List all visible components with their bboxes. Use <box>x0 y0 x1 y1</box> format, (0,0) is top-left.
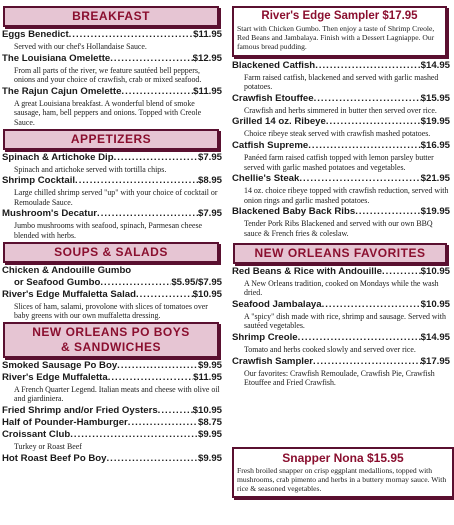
menu-item: Seafood Jambalaya ..... $10.95 <box>232 299 450 311</box>
menu-item: Smoked Sausage Po Boy ..... $9.95 <box>2 360 222 372</box>
item-description: A French Quarter Legend. Italian meats and cheese with olive oil and giardiniera. <box>14 384 220 404</box>
left-column <box>2 6 222 465</box>
item-description: Crawfish and herbs simmered in butter then served over rice. <box>244 105 437 115</box>
menu-item: Crawfish Etouffee ..... $15.95 <box>232 93 450 105</box>
menu-item: River's Edge Muffaletta ..... $11.95 <box>2 372 222 384</box>
menu-item: or Seafood Gumbo ..... $5.95/$7.95 <box>2 277 222 289</box>
item-description: Tender Pork Ribs Blackened and served with our own BBQ sauce & French fries & coleslaw. <box>244 219 433 238</box>
item-description: Served with our chef's Hollandaise Sauce. <box>14 42 147 51</box>
menu-item: Shrimp Cocktail ..... $8.95 <box>2 175 222 187</box>
breakfast-header: BREAKFAST <box>3 6 219 27</box>
item-description: A New Orleans tradition, cooked on Mondays while the wash dried. <box>244 278 439 298</box>
menu-item: The Rajun Cajun Omelette ..... $11.95 <box>2 86 222 98</box>
item-description: From all parts of the river, we feature sautéed bell peppers, onions and your choice of crawfish, crab or mixed seafood. <box>14 65 202 85</box>
item-description: Turkey or Roast Beef <box>14 441 82 451</box>
poboys-header-line1: NEW ORLEANS PO BOYS <box>32 324 190 339</box>
item-description: Farm raised catfish, blackened and served with garlic mashed potatoes. <box>244 72 439 92</box>
poboys-header-line2: & SANDWICHES <box>60 339 161 354</box>
right-column <box>232 6 450 389</box>
menu-item: River's Edge Muffaletta Salad ..... $10.95 <box>2 289 222 301</box>
soups-salads-header: SOUPS & SALADS <box>3 242 219 263</box>
favorites-header: NEW ORLEANS FAVORITES <box>233 243 447 264</box>
item-description: A "spicy" dish made with rice, shrimp and sausage. Served with sautéed vegetables. <box>244 311 446 331</box>
menu-item: Fried Shrimp and/or Fried Oysters ..... $10.95 <box>2 405 222 417</box>
menu-item: Spinach & Artichoke Dip ..... $7.95 <box>2 152 222 164</box>
item-description: Large chilled shrimp served "up" with your choice of cocktail or Remoulade Sauce. <box>14 188 218 207</box>
menu-item: Hot Roast Beef Po Boy ..... $9.95 <box>2 453 222 465</box>
menu-item: Eggs Benedict ..... $11.95 <box>2 29 222 41</box>
sampler-description: Start with Chicken Gumbo. Then enjoy a taste of Shrimp Creole, Red Beans and Jambalaya. Finish with a Dessert Lagniappe. Our famous bread pudding. <box>237 24 435 52</box>
item-description: Tomato and herbs cooked slowly and served over rice. <box>244 344 416 354</box>
menu-item: Grilled 14 oz. Ribeye ..... $19.95 <box>232 116 450 128</box>
item-description: Choice ribeye steak served with crawfish mashed potatoes. <box>244 129 431 139</box>
menu-item: Shrimp Creole ..... $14.95 <box>232 332 450 344</box>
item-description: Panéed farm raised catfish topped with lemon parsley butter served with garlic mashed potatoes and vegetables. <box>244 152 434 172</box>
menu-item: Croissant Club ..... $9.95 <box>2 429 222 441</box>
menu-item: Red Beans & Rice with Andouille ..... $10.95 <box>232 266 450 278</box>
poboys-header <box>3 322 219 358</box>
sampler-title: River's Edge Sampler $17.95 <box>261 10 418 22</box>
menu-item: Chellie's Steak ..... $21.95 <box>232 173 450 185</box>
snapper-box <box>232 447 454 498</box>
snapper-title: Snapper Nona $15.95 <box>282 451 404 465</box>
sampler-box <box>232 6 447 57</box>
menu-item: Half of Pounder-Hamburger ..... $8.75 <box>2 417 222 429</box>
appetizers-header: APPETIZERS <box>3 129 219 150</box>
item-description: A great Louisiana breakfast. A wonderful blend of smoke sausage, ham, bell peppers and onions. Topped with Creole Sauce. <box>14 98 202 127</box>
snapper-description: Fresh broiled snapper on crisp eggplant medallions, topped with mushrooms, crab pimento and herbs in a buttery mornay sauce. With rice & seasoned vegetables. <box>237 466 447 494</box>
menu-item: Crawfish Sampler ..... $17.95 <box>232 356 450 368</box>
item-description: Jumbo mushrooms with seafood, spinach, Parmesan cheese blended with herbs. <box>14 221 203 240</box>
item-description: Slices of ham, salami, provolone with slices of tomatoes over baby greens with our own muffaletta dressing. <box>14 301 208 321</box>
menu-item: Mushroom's Decatur ..... $7.95 <box>2 208 222 220</box>
item-description: Spinach and artichoke served with tortilla chips. <box>14 164 167 174</box>
menu-item: Blackened Baby Back Ribs ..... $19.95 <box>232 206 450 218</box>
item-description: 14 oz. choice ribeye topped with crawfish reduction, served with onion rings and garlic mashed potatoes. <box>244 186 449 205</box>
menu-item: The Louisiana Omelette ..... $12.95 <box>2 53 222 65</box>
item-description: Our favorites: Crawfish Remoulade, Crawfish Pie, Crawfish Etouffee and Fried Crawfish. <box>244 368 435 388</box>
menu-item: Blackened Catfish ..... $14.95 <box>232 60 450 72</box>
menu-item: Chicken & Andouille Gumbo <box>2 264 132 276</box>
menu-item: Catfish Supreme ..... $16.95 <box>232 140 450 152</box>
